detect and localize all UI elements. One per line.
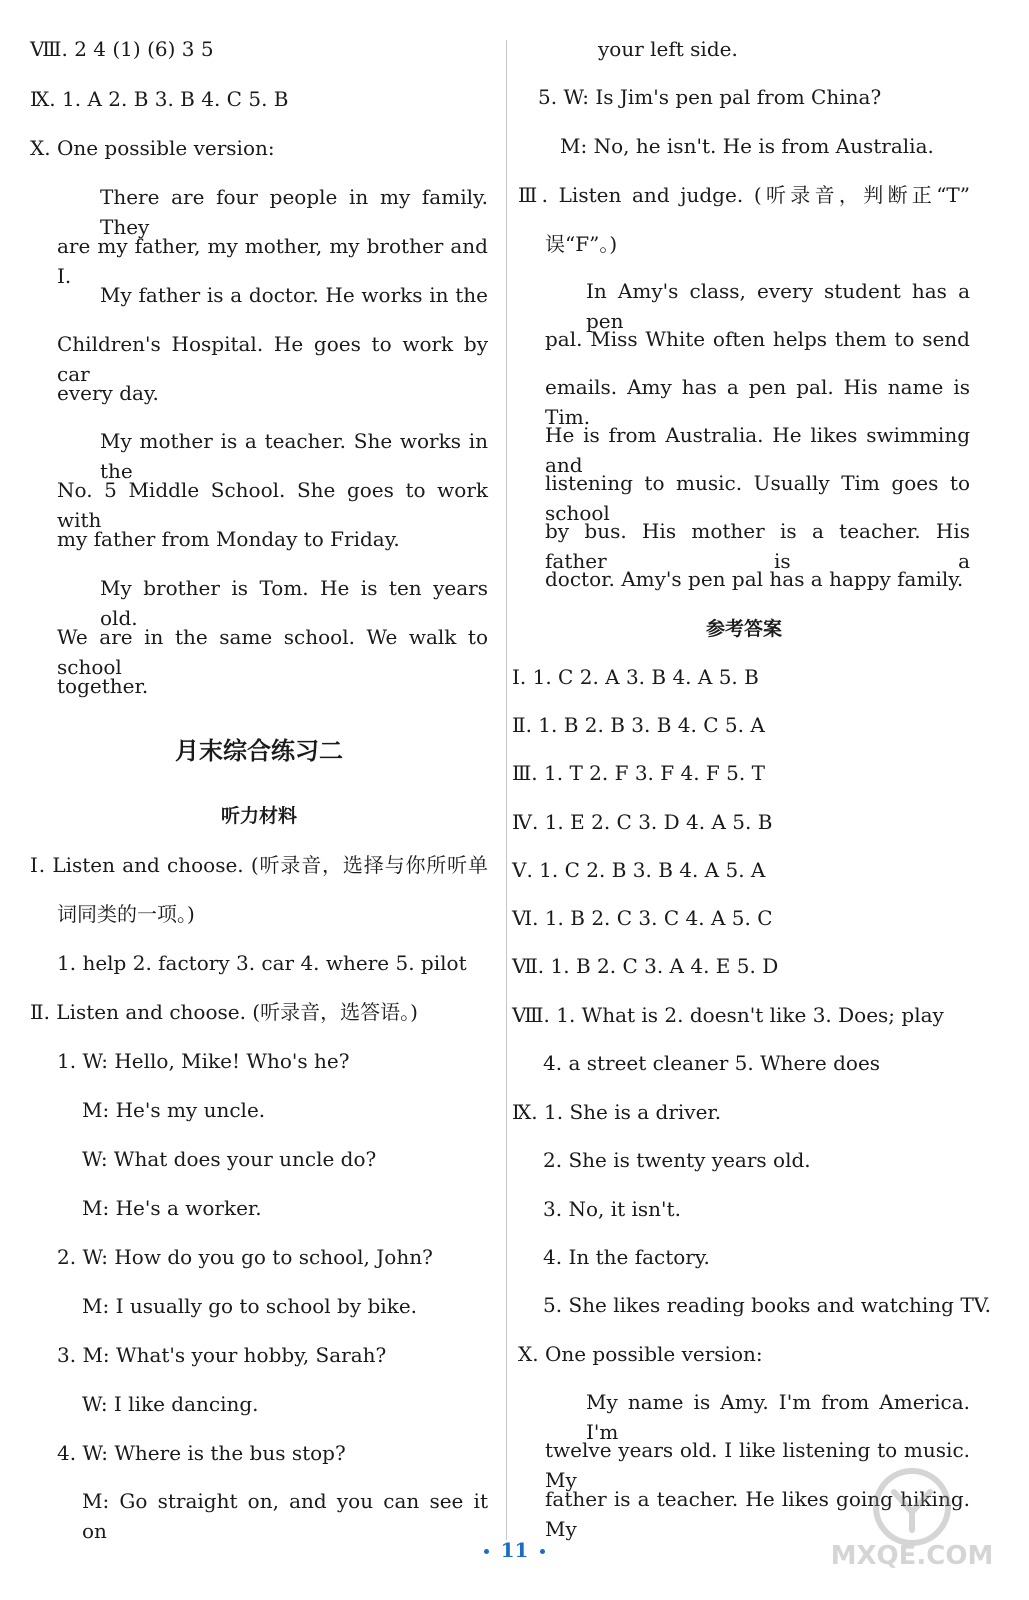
section-heading: Ⅹ. One possible version:	[518, 1342, 763, 1366]
essay-line: My name is Amy. I'm from America. I'm	[586, 1390, 970, 1444]
essay-line: We are in the same school. We walk to school	[57, 625, 488, 679]
essay-line: My brother is Tom. He is ten years old.	[100, 576, 488, 630]
column-divider	[506, 40, 507, 1540]
page-number-dot	[484, 1549, 489, 1554]
answer-line-6: Ⅵ. 1. B 2. C 3. C 4. A 5. C	[512, 906, 773, 930]
passage-line: He is from Australia. He likes swimming and	[545, 423, 970, 477]
page-number-text: 11	[500, 1538, 529, 1562]
section-heading: Ⅹ. One possible version:	[30, 136, 275, 160]
dialogue-line: 1. W: Hello, Mike! Who's he?	[57, 1049, 350, 1073]
passage-line: by bus. His mother is a teacher. His father is a	[545, 519, 970, 573]
essay-line: My father is a doctor. He works in the	[100, 283, 488, 307]
answer-line-9: Ⅸ. 1. A 2. B 3. B 4. C 5. B	[30, 87, 289, 111]
question-heading: Ⅰ. Listen and choose. (听录音，选择与你所听单	[30, 853, 488, 877]
answer-line-4: Ⅳ. 1. E 2. C 3. D 4. A 5. B	[512, 810, 773, 834]
answer-line-1: Ⅰ. 1. C 2. A 3. B 4. A 5. B	[512, 665, 759, 689]
passage-line: emails. Amy has a pen pal. His name is Tim.	[545, 375, 970, 429]
dialogue-line: M: I usually go to school by bike.	[82, 1294, 418, 1318]
passage-line: pal. Miss White often helps them to send	[545, 327, 970, 351]
answer-line-9: 5. She likes reading books and watching TV.	[543, 1293, 991, 1317]
dialogue-line: M: Go straight on, and you can see it on	[82, 1489, 488, 1543]
dialogue-line: your left side.	[598, 37, 738, 61]
section-title: 月末综合练习二	[175, 737, 343, 765]
answer-line-5: Ⅴ. 1. C 2. B 3. B 4. A 5. A	[512, 858, 766, 882]
watermark-logo	[802, 1462, 1022, 1572]
passage-line: doctor. Amy's pen pal has a happy family.	[545, 567, 964, 591]
essay-line: my father from Monday to Friday.	[57, 527, 400, 551]
essay-line: twelve years old. I like listening to music. My	[545, 1438, 970, 1492]
dialogue-line: 2. W: How do you go to school, John?	[57, 1245, 433, 1269]
answer-line-3: Ⅲ. 1. T 2. F 3. F 4. F 5. T	[512, 761, 765, 785]
dialogue-line: W: What does your uncle do?	[82, 1147, 377, 1171]
dialogue-line: M: He's a worker.	[82, 1196, 262, 1220]
essay-line: My mother is a teacher. She works in the	[100, 429, 488, 483]
question-heading: 词同类的一项。)	[57, 902, 195, 926]
dialogue-line: 4. W: Where is the bus stop?	[57, 1441, 346, 1465]
dialogue-line: 3. M: What's your hobby, Sarah?	[57, 1343, 387, 1367]
section-subtitle: 听力材料	[220, 805, 297, 827]
answer-line-7: Ⅶ. 1. B 2. C 3. A 4. E 5. D	[512, 954, 779, 978]
answer-line-9: 4. In the factory.	[543, 1245, 710, 1269]
question-heading: Ⅱ. Listen and choose. (听录音，选答语。)	[30, 1000, 418, 1024]
watermark-glyph-icon	[894, 1492, 930, 1530]
dialogue-line: W: I like dancing.	[82, 1392, 259, 1416]
essay-line: No. 5 Middle School. She goes to work with	[57, 478, 488, 532]
question-heading: 误“F”。)	[545, 232, 618, 256]
page-number-dot	[540, 1549, 545, 1554]
dialogue-line: 5. W: Is Jim's pen pal from China?	[538, 85, 882, 109]
answer-line-9: 2. She is twenty years old.	[543, 1148, 811, 1172]
dialogue-line: M: He's my uncle.	[82, 1098, 266, 1122]
answer-line-2: Ⅱ. 1. B 2. B 3. B 4. C 5. A	[512, 713, 765, 737]
dialogue-line: M: No, he isn't. He is from Australia.	[560, 134, 934, 158]
answer-line-9: Ⅸ. 1. She is a driver.	[512, 1100, 722, 1124]
answer-line-8-cont: 4. a street cleaner 5. Where does	[543, 1051, 881, 1075]
question-heading: Ⅲ. Listen and judge. (听录音，判断正“T”	[518, 183, 970, 207]
essay-line: father is a teacher. He likes going hiking. My	[545, 1487, 970, 1541]
essay-line: Children's Hospital. He goes to work by car	[57, 332, 488, 386]
essay-line: every day.	[57, 381, 159, 405]
essay-line: are my father, my mother, my brother and I.	[57, 234, 488, 288]
answer-line-9: 3. No, it isn't.	[543, 1197, 681, 1221]
answer-line-8: Ⅷ. 2 4 (1) (6) 3 5	[30, 37, 214, 61]
answer-line-8: Ⅷ. 1. What is 2. doesn't like 3. Does; play	[512, 1003, 944, 1027]
watermark-text: MXQE.COM	[830, 1541, 994, 1571]
essay-line: There are four people in my family. They	[100, 185, 488, 239]
answer-key-title: 参考答案	[705, 618, 782, 640]
essay-line: together.	[57, 674, 149, 698]
passage-line: In Amy's class, every student has a pen	[586, 279, 970, 333]
passage-line: listening to music. Usually Tim goes to school	[545, 471, 970, 525]
word-list: 1. help 2. factory 3. car 4. where 5. pilot	[57, 951, 467, 975]
